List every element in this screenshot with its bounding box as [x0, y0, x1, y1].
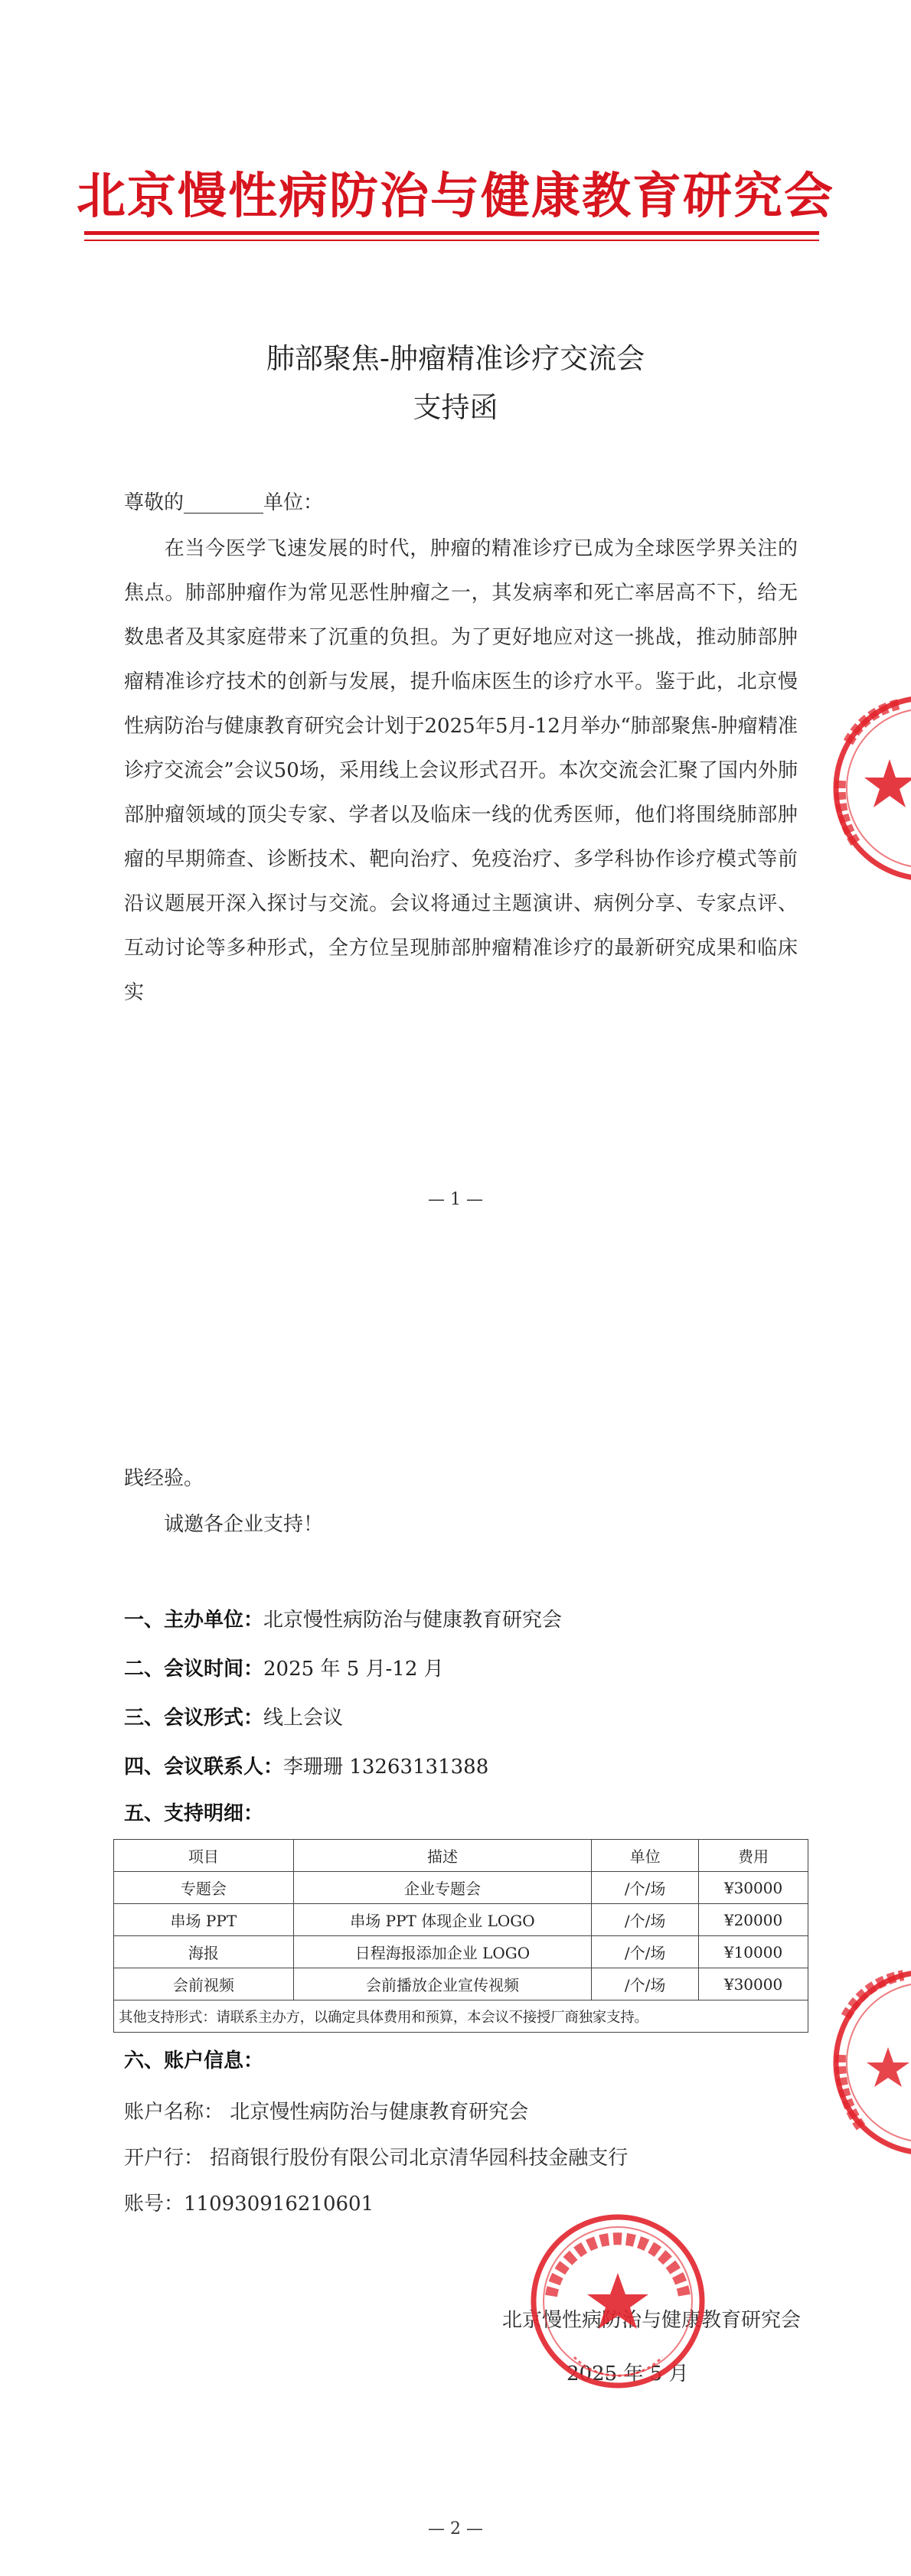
table-note-row: [114, 2000, 808, 2033]
intro-paragraph-text: 在当今医学飞速发展的时代，肿瘤的精准诊疗已成为全球医学界关注的焦点。肺部肿瘤作为常见恶性肿瘤之一，其发病率和死亡率居高不下，给无数患者及其家庭带来了沉重的负担。为了更好地应对这一挑战，推动肺部肿瘤精准诊疗技术的创新与发展，提升临床医生的诊疗水平。鉴于此，北京慢性病防治与健康教育研究会计划于2025年5月-12月举办“肺部聚焦-肿瘤精准诊疗交流会”会议50场，采用线上会议形式召开。本次交流会汇聚了国内外肺部肿瘤领域的顶尖专家、学者以及临床一线的优秀医师，他们将围绕肺部肿瘤的早期筛查、诊断技术、靶向治疗、免疫治疗、多学科协作诊疗模式等前沿议题展开深入探讨与交流。会议将通过主题演讲、病例分享、专家点评、互动讨论等多种形式，全方位呈现肺部肿瘤精准诊疗的最新研究成果和临床实: [124, 537, 798, 1004]
table-header-cell: 项目: [114, 1840, 294, 1872]
table-cell: 专题会: [114, 1872, 294, 1904]
letterhead-rule-thick: [84, 231, 819, 235]
document-title: 肺部聚焦-肿瘤精准诊疗交流会: [266, 342, 645, 375]
account-number: 账号：110930916210601: [124, 2193, 374, 2216]
table-cell: /个/场: [592, 1968, 699, 2000]
support-row: [124, 1798, 263, 1829]
document-subtitle: 支持函: [413, 391, 498, 424]
table-note: 其他支持形式：请联系主办方，以确定具体费用和预算，本会议不接授厂商独家支持。: [114, 2000, 808, 2033]
table-cell: 海报: [114, 1936, 294, 1968]
seal-stamp-icon: [811, 1963, 911, 2162]
table-cell: ¥30000: [699, 1968, 808, 2000]
table-cell: 会前播放企业宣传视频: [293, 1968, 592, 2000]
table-cell: /个/场: [592, 1904, 699, 1936]
account-label: 六、账户信息：: [124, 2049, 264, 2072]
format-value: 线上会议: [263, 1707, 344, 1730]
contact-value: 李珊珊 13263131388: [283, 1756, 489, 1779]
table-cell: 企业专题会: [293, 1872, 592, 1904]
account-row: [124, 2046, 263, 2076]
contact-row: [124, 1752, 488, 1782]
table-cell: ¥10000: [699, 1936, 808, 1968]
page-number-2: — 2 —: [428, 2519, 483, 2539]
table-cell: 串场 PPT 体现企业 LOGO: [293, 1904, 592, 1936]
organization-letterhead: 北京慢性病防治与健康教育研究会: [77, 168, 834, 225]
format-label: 三、会议形式：: [124, 1707, 264, 1730]
table-cell: ¥30000: [699, 1872, 808, 1904]
signature-organization: 北京慢性病防治与健康教育研究会: [501, 2309, 801, 2332]
format-row: [124, 1703, 343, 1733]
table-cell: /个/场: [592, 1936, 699, 1968]
letterhead-rule-thin: [84, 240, 819, 241]
host-row: [124, 1605, 562, 1635]
invitation-line: 诚邀各企业支持！: [164, 1513, 324, 1536]
host-value: 北京慢性病防治与健康教育研究会: [263, 1609, 563, 1632]
paragraph-continuation: 践经验。: [124, 1467, 204, 1490]
table-row: [114, 1968, 808, 2000]
table-cell: 串场 PPT: [114, 1904, 294, 1936]
seal-stamp-icon: [827, 689, 911, 888]
seal-stamp-icon: [528, 2212, 708, 2392]
table-row: [114, 1936, 808, 1968]
page-number-1: — 1 —: [428, 1190, 483, 1209]
table-header-cell: 单位: [592, 1840, 699, 1872]
table-cell: ¥20000: [699, 1904, 808, 1936]
table-row: [114, 1904, 808, 1936]
signature-date: 2025 年 5 月: [567, 2362, 689, 2385]
table-cell: /个/场: [592, 1872, 699, 1904]
table-cell: 会前视频: [114, 1968, 294, 2000]
bank-name: 开户行： 招商银行股份有限公司北京清华园科技金融支行: [124, 2147, 629, 2170]
table-header-cell: 描述: [293, 1840, 592, 1872]
support-label: 五、支持明细：: [124, 1802, 264, 1825]
time-row: [124, 1654, 444, 1684]
support-table: [113, 1839, 808, 2033]
account-name: 账户名称： 北京慢性病防治与健康教育研究会: [124, 2101, 529, 2124]
table-cell: 日程海报添加企业 LOGO: [293, 1936, 592, 1968]
time-label: 二、会议时间：: [124, 1658, 264, 1681]
table-row: [114, 1872, 808, 1904]
contact-label: 四、会议联系人：: [124, 1756, 284, 1779]
intro-paragraph: [124, 527, 798, 1015]
host-label: 一、主办单位：: [124, 1609, 264, 1632]
table-header-cell: 费用: [699, 1840, 808, 1872]
table-header-row: [114, 1840, 808, 1872]
time-value: 2025 年 5 月-12 月: [263, 1658, 444, 1681]
salutation: 尊敬的________单位：: [124, 491, 324, 514]
